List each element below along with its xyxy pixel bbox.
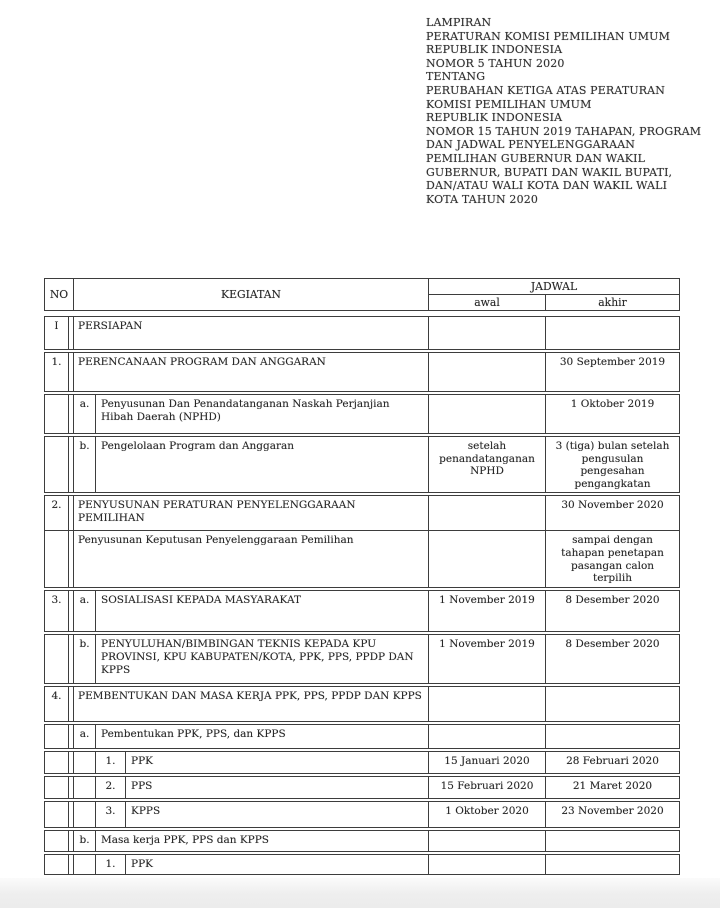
jadwal-akhir-cell: 8 Desember 2020: [565, 638, 660, 651]
jadwal-awal-cell: setelah penandatanganan NPHD: [429, 437, 546, 492]
jadwal-akhir-cell: [546, 687, 679, 721]
kegiatan-cell: Penyusunan Dan Penandatanganan Naskah Perjanjian Hibah Daerah (NPHD): [96, 395, 429, 433]
kegiatan-cell: PEMBENTUKAN DAN MASA KERJA PPK, PPS, PPDP DAN KPPS: [74, 687, 429, 721]
sub-letter-cell: b.: [74, 831, 96, 851]
sub-number-cell: 1.: [96, 752, 126, 773]
sub-letter-cell: a.: [74, 591, 96, 631]
sub-letter-cell: a.: [74, 725, 96, 748]
document-header: [426, 16, 706, 206]
sub-number-cell: 3.: [96, 802, 126, 827]
jadwal-akhir-cell: 3 (tiga) bulan setelah pengusulan pengesahan pengangkatan: [555, 440, 670, 490]
sub-letter-cell: [74, 777, 96, 798]
row-number-cell: 3.: [45, 591, 69, 631]
col-header-kegiatan: KEGIATAN: [74, 279, 429, 310]
doc-header-line: NOMOR 5 TAHUN 2020: [426, 56, 565, 70]
row-number-cell: [45, 831, 69, 851]
jadwal-awal-cell: [429, 831, 546, 851]
table-row: [44, 316, 680, 350]
row-number-cell: [45, 777, 69, 798]
kegiatan-cell: Pengelolaan Program dan Anggaran: [96, 437, 429, 492]
table-row: [44, 776, 680, 799]
jadwal-akhir-cell: sampai dengan tahapan penetapan pasangan calon terpilih: [561, 534, 664, 585]
row-number-cell: [45, 531, 69, 587]
table-row: [44, 830, 680, 852]
kegiatan-cell: PPK: [126, 752, 429, 773]
row-number-cell: [45, 752, 69, 773]
schedule-table: [44, 278, 680, 877]
table-row: [44, 634, 680, 684]
jadwal-akhir-cell: 28 Februari 2020: [566, 755, 659, 768]
kegiatan-cell: PERENCANAAN PROGRAM DAN ANGGARAN: [74, 353, 429, 391]
jadwal-akhir-cell: [546, 831, 679, 851]
row-number-cell: [45, 725, 69, 748]
table-row: [44, 801, 680, 828]
doc-header-line: TENTANG: [426, 70, 486, 84]
kegiatan-cell: SOSIALISASI KEPADA MASYARAKAT: [96, 591, 429, 631]
jadwal-awal-cell: [429, 353, 546, 391]
table-row: [44, 394, 680, 434]
sub-number-cell: 1.: [96, 855, 126, 874]
doc-header-line: PERUBAHAN KETIGA ATAS PERATURAN: [426, 83, 666, 97]
jadwal-awal-cell: 1 Oktober 2020: [429, 802, 546, 827]
kegiatan-cell: Penyusunan Keputusan Penyelenggaraan Pemilihan: [74, 531, 429, 587]
table-row: [44, 686, 680, 722]
row-number-cell: I: [45, 317, 69, 349]
table-row: [44, 724, 680, 749]
table-row: [44, 352, 680, 392]
jadwal-akhir-cell: 21 Maret 2020: [572, 780, 653, 793]
row-number-cell: 4.: [45, 687, 69, 721]
sub-letter-cell: [74, 855, 96, 874]
table-body: [44, 316, 680, 875]
jadwal-awal-cell: 1 November 2019: [429, 635, 546, 683]
col-header-no: NO: [45, 279, 74, 310]
sub-number-cell: 2.: [96, 777, 126, 798]
doc-header-line: DAN JADWAL PENYELENGGARAAN: [426, 138, 636, 152]
doc-header-line: REPUBLIK INDONESIA: [426, 43, 563, 57]
doc-header-line: KOMISI PEMILIHAN UMUM: [426, 97, 592, 111]
kegiatan-cell: PPK: [126, 855, 429, 874]
doc-header-line: KOTA TAHUN 2020: [426, 192, 539, 206]
jadwal-akhir-cell: 23 November 2020: [561, 805, 664, 818]
jadwal-akhir-cell: [546, 855, 679, 874]
doc-header-line: PEMILIHAN GUBERNUR DAN WAKIL: [426, 151, 646, 165]
row-number-cell: 2.: [45, 496, 69, 530]
table-row: [44, 590, 680, 632]
table-row: [44, 530, 680, 588]
table-header: [44, 278, 680, 311]
jadwal-awal-cell: [429, 395, 546, 433]
sub-letter-cell: [74, 752, 96, 773]
sub-letter-cell: b.: [74, 437, 96, 492]
col-header-jadwal: JADWAL: [429, 279, 679, 295]
table-row: [44, 436, 680, 493]
jadwal-akhir-cell: 1 Oktober 2019: [570, 398, 655, 410]
kegiatan-cell: PENYULUHAN/BIMBINGAN TEKNIS KEPADA KPU PROVINSI, KPU KABUPATEN/KOTA, PPK, PPS, PPDP DAN KPPS: [96, 635, 429, 683]
jadwal-awal-cell: [429, 855, 546, 874]
row-number-cell: [45, 855, 69, 874]
jadwal-awal-cell: [429, 317, 546, 349]
table-row: [44, 854, 680, 875]
col-header-awal: awal: [429, 295, 546, 310]
kegiatan-cell: PERSIAPAN: [74, 317, 429, 349]
doc-header-line: REPUBLIK INDONESIA: [426, 111, 563, 125]
jadwal-akhir-cell: 30 September 2019: [559, 356, 666, 368]
doc-header-line: LAMPIRAN: [426, 16, 492, 29]
jadwal-awal-cell: 1 November 2019: [429, 591, 546, 631]
kegiatan-cell: KPPS: [126, 802, 429, 827]
row-number-cell: [45, 395, 69, 433]
jadwal-awal-cell: [429, 725, 546, 748]
kegiatan-cell: PENYUSUNAN PERATURAN PENYELENGGARAAN PEMILIHAN: [74, 496, 429, 530]
doc-header-line: GUBERNUR, BUPATI DAN WAKIL BUPATI,: [426, 165, 673, 179]
sub-letter-cell: b.: [74, 635, 96, 683]
kegiatan-cell: Masa kerja PPK, PPS dan KPPS: [96, 831, 429, 851]
jadwal-awal-cell: [429, 687, 546, 721]
jadwal-awal-cell: 15 Januari 2020: [429, 752, 546, 773]
kegiatan-cell: PPS: [126, 777, 429, 798]
row-number-cell: 1.: [45, 353, 69, 391]
table-row: [44, 495, 680, 530]
jadwal-akhir-cell: [546, 317, 679, 349]
sub-letter-cell: [74, 802, 96, 827]
jadwal-awal-cell: [429, 496, 546, 530]
row-number-cell: [45, 802, 69, 827]
doc-header-line: NOMOR 15 TAHUN 2019 TAHAPAN, PROGRAM: [426, 124, 702, 138]
doc-header-line: PERATURAN KOMISI PEMILIHAN UMUM: [426, 29, 671, 43]
sub-letter-cell: a.: [74, 395, 96, 433]
row-number-cell: [45, 635, 69, 683]
page-bottom-edge: [0, 878, 720, 908]
doc-header-line: DAN/ATAU WALI KOTA DAN WAKIL WALI: [426, 179, 668, 193]
kegiatan-cell: Pembentukan PPK, PPS, dan KPPS: [96, 725, 429, 748]
table-row: [44, 751, 680, 774]
row-number-cell: [45, 437, 69, 492]
jadwal-akhir-cell: [546, 725, 679, 748]
jadwal-akhir-cell: 30 November 2020: [561, 499, 664, 512]
col-header-akhir: akhir: [598, 296, 627, 309]
jadwal-awal-cell: [429, 531, 546, 587]
jadwal-awal-cell: 15 Februari 2020: [429, 777, 546, 798]
jadwal-akhir-cell: 8 Desember 2020: [565, 594, 660, 607]
